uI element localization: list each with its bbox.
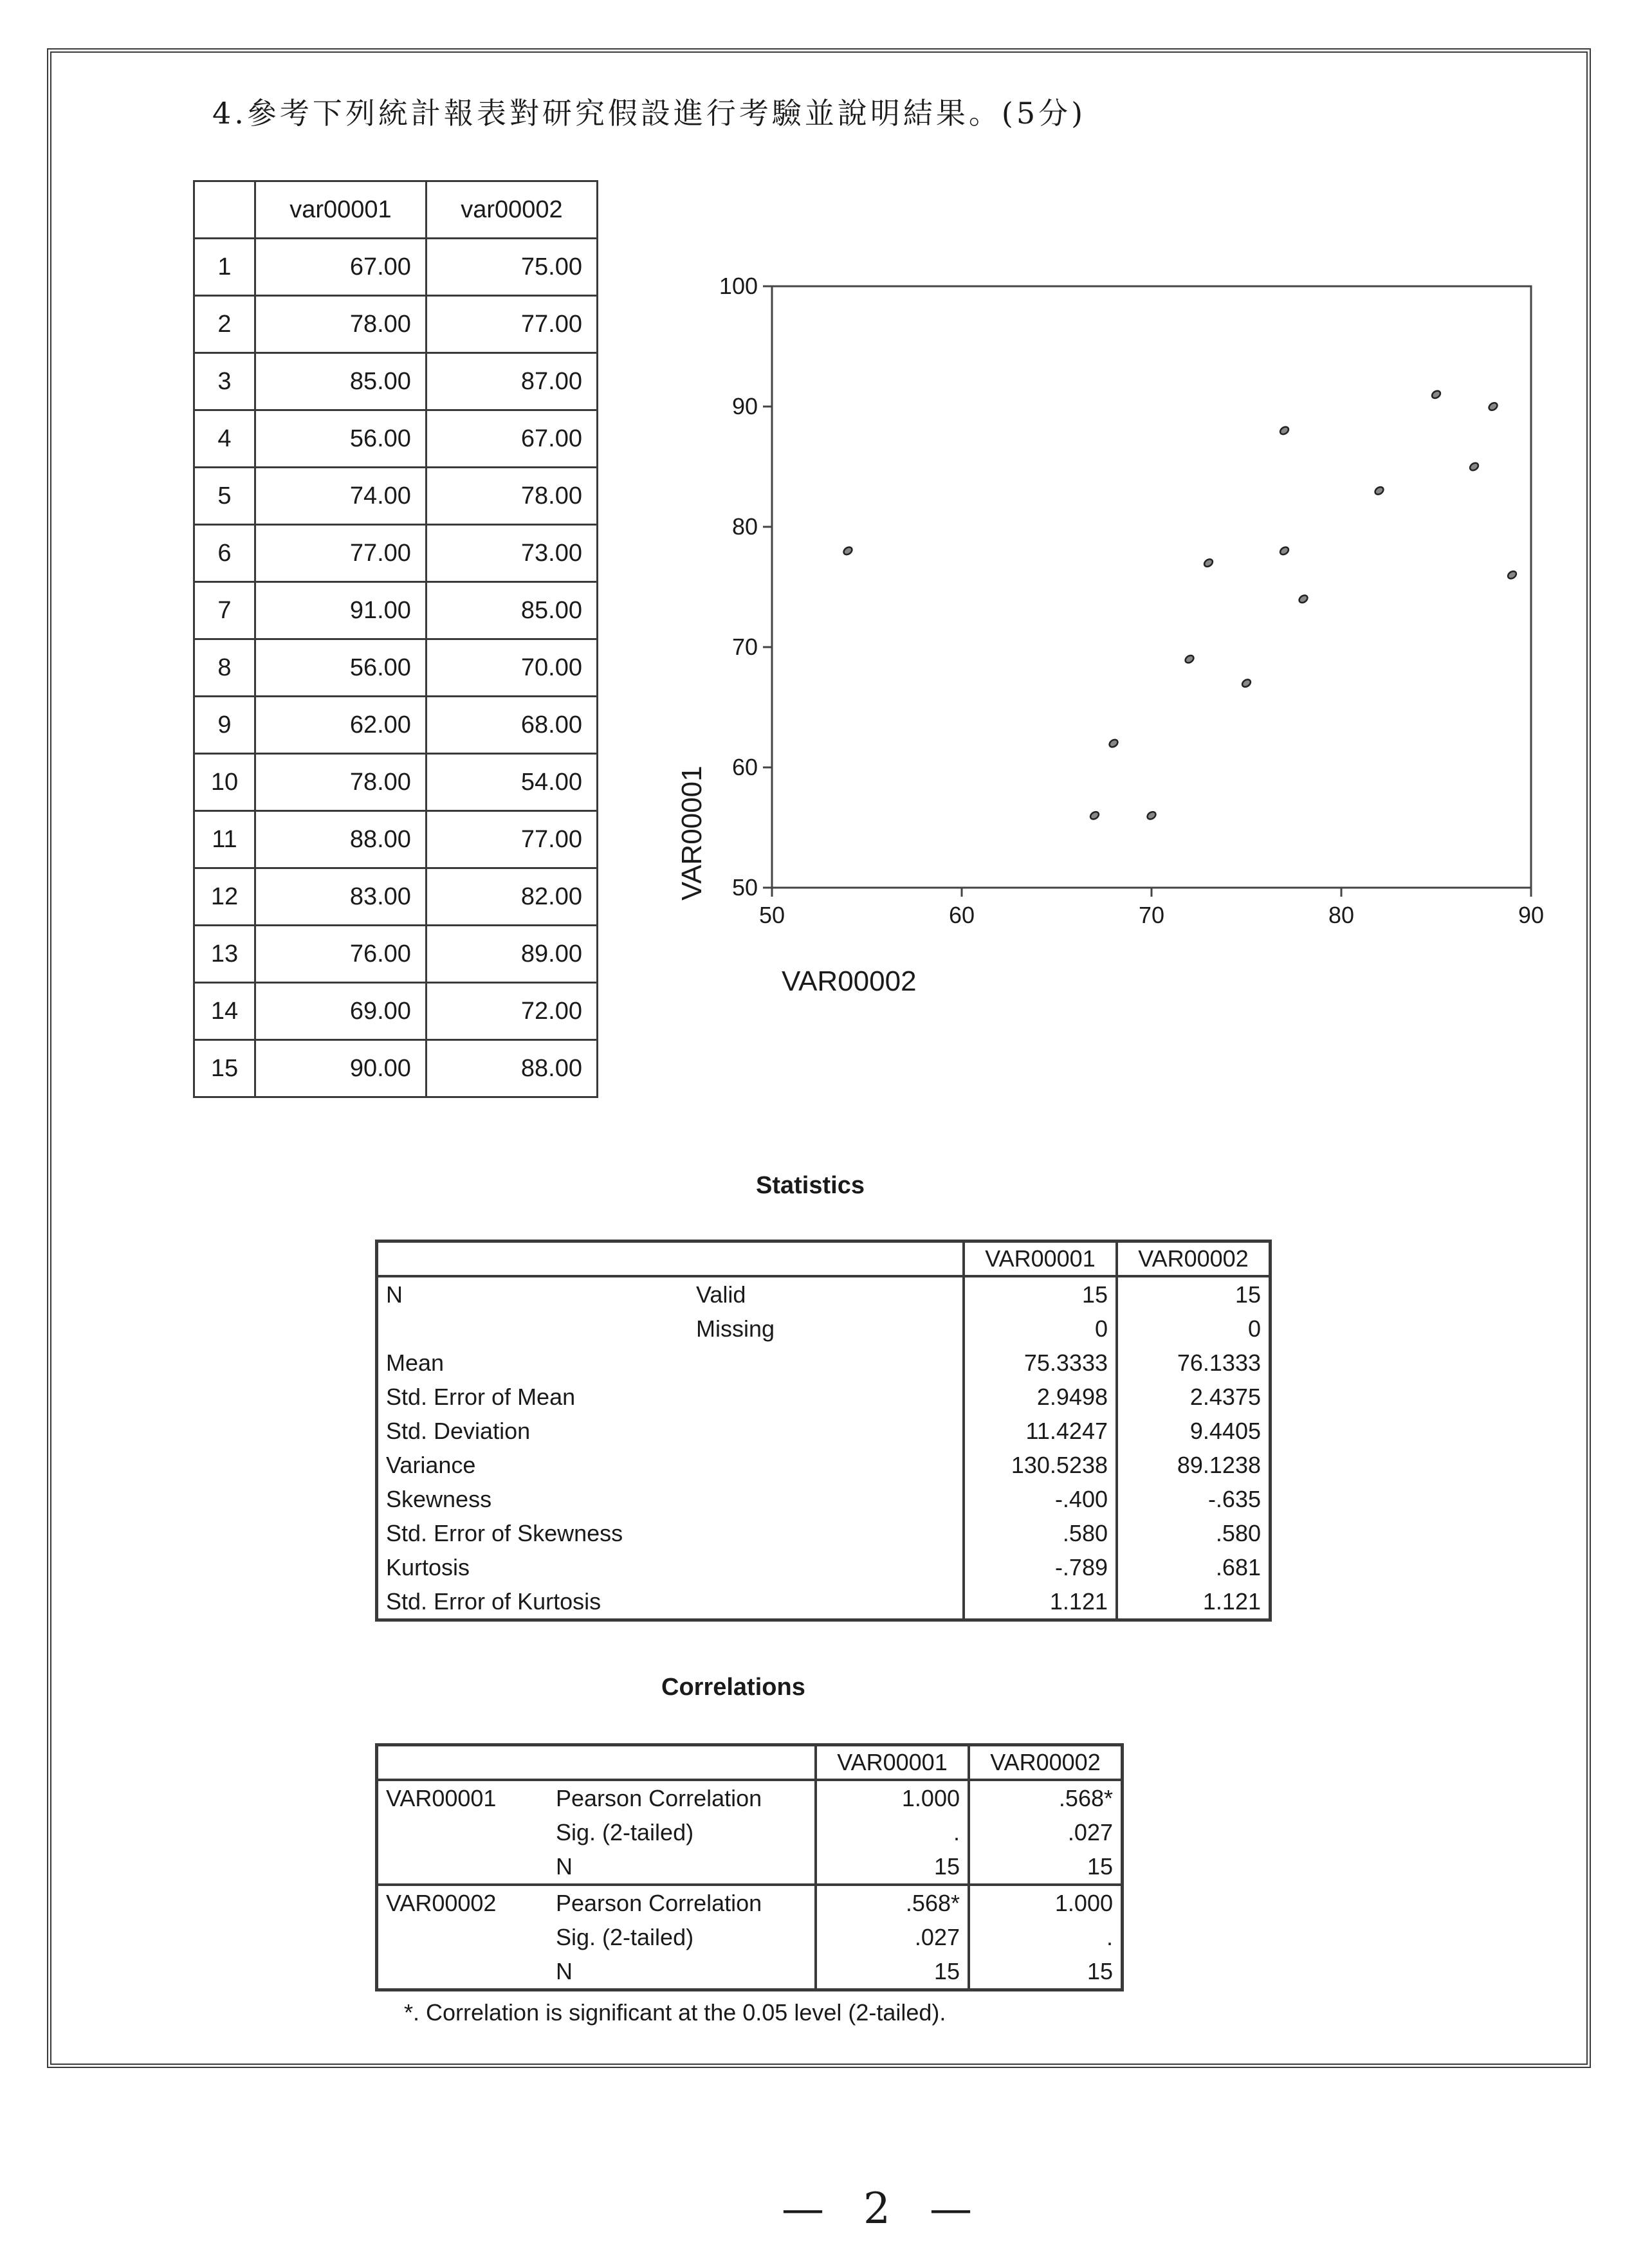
correlations-row-variable [377, 1849, 549, 1885]
statistics-row-sublabel: Missing [696, 1315, 775, 1342]
question-text: 4.參考下列統計報表對研究假設進行考驗並說明結果。(5分) [212, 96, 1087, 131]
raw-header-index [194, 181, 255, 239]
data-point [1487, 401, 1498, 412]
statistics-value-var00001: 0 [964, 1312, 1117, 1346]
y-axis-label: VAR00001 [676, 765, 708, 901]
x-tick-label: 50 [758, 902, 785, 928]
statistics-row [377, 1276, 1271, 1312]
x-tick-label: 60 [948, 902, 975, 928]
statistics-title: Statistics [756, 1172, 865, 1199]
statistics-value-var00002: 89.1238 [1117, 1448, 1271, 1482]
statistics-value-var00001: 130.5238 [964, 1448, 1117, 1482]
raw-data-table [193, 180, 598, 1098]
correlations-value-var00002: .027 [969, 1815, 1123, 1849]
statistics-value-var00002: 2.4375 [1117, 1380, 1271, 1414]
correlations-row-statistic: N [556, 1957, 573, 1984]
correlations-row-statistic: N [548, 1849, 816, 1885]
statistics-row [377, 1516, 1271, 1550]
correlations-row-variable [377, 1920, 549, 1954]
raw-cell-var00001: 69.00 [255, 983, 426, 1040]
raw-cell-var00001: 78.00 [255, 296, 426, 353]
correlations-row-statistic: Pearson Correlation [556, 1784, 762, 1811]
raw-cell-var00002: 77.00 [426, 296, 597, 353]
statistics-row-label: Kurtosis [386, 1553, 470, 1580]
raw-cell-index: 1 [194, 239, 255, 296]
correlations-row [377, 1780, 1123, 1815]
raw-cell-index: 7 [194, 582, 255, 639]
data-point [1089, 810, 1100, 821]
statistics-row [377, 1584, 1271, 1620]
raw-cell-var00001: 88.00 [255, 811, 426, 868]
correlations-row [377, 1885, 1123, 1920]
y-tick-label: 70 [731, 634, 758, 660]
raw-cell-var00002: 70.00 [426, 639, 597, 697]
y-tick-label: 50 [731, 874, 758, 901]
statistics-row [377, 1346, 1271, 1380]
data-point [1241, 678, 1252, 688]
raw-table-row [194, 868, 598, 926]
data-point [1431, 389, 1442, 399]
raw-cell-var00002: 77.00 [426, 811, 597, 868]
statistics-row-label: Mean [386, 1349, 445, 1376]
correlations-col-var00001: VAR00001 [816, 1745, 969, 1781]
statistics-value-var00001: 2.9498 [964, 1380, 1117, 1414]
statistics-value-var00002: 1.121 [1117, 1584, 1271, 1620]
raw-cell-var00001: 62.00 [255, 697, 426, 754]
statistics-value-var00002: 15 [1117, 1276, 1271, 1312]
correlations-row-statistic: Sig. (2-tailed) [556, 1818, 694, 1845]
raw-table-row [194, 525, 598, 582]
raw-header-var00002: var00002 [426, 181, 597, 239]
correlations-value-var00001: .568* [816, 1885, 969, 1920]
correlations-value-var00001: 15 [816, 1849, 969, 1885]
raw-cell-var00002: 67.00 [426, 410, 597, 468]
raw-table-row [194, 926, 598, 983]
correlations-row-variable: VAR00001 [386, 1784, 497, 1811]
raw-cell-index: 13 [194, 926, 255, 983]
statistics-value-var00002: -.635 [1117, 1482, 1271, 1516]
x-axis-label: VAR00002 [782, 966, 917, 997]
raw-table-row [194, 1040, 598, 1097]
raw-cell-index: 12 [194, 868, 255, 926]
raw-cell-var00002: 87.00 [426, 353, 597, 410]
data-point [1146, 810, 1157, 821]
correlations-col-var00002: VAR00002 [969, 1745, 1123, 1781]
raw-cell-var00001: 56.00 [255, 410, 426, 468]
y-tick-label: 80 [731, 513, 758, 540]
data-point [1373, 486, 1384, 496]
correlations-table [375, 1743, 1124, 1991]
correlations-value-var00002: 15 [969, 1849, 1123, 1885]
raw-cell-var00001: 91.00 [255, 582, 426, 639]
raw-cell-var00002: 54.00 [426, 754, 597, 811]
raw-cell-index: 8 [194, 639, 255, 697]
raw-table-row [194, 582, 598, 639]
raw-cell-var00001: 74.00 [255, 468, 426, 525]
statistics-row [377, 1482, 1271, 1516]
statistics-row-label: Variance [386, 1451, 476, 1478]
statistics-row [377, 1312, 1271, 1346]
raw-cell-index: 5 [194, 468, 255, 525]
raw-table-row [194, 639, 598, 697]
raw-table-row [194, 410, 598, 468]
statistics-header [377, 1241, 1271, 1277]
correlations-row [377, 1815, 1123, 1849]
statistics-row-sublabel [696, 1448, 964, 1482]
raw-cell-index: 14 [194, 983, 255, 1040]
statistics-value-var00001: 1.121 [964, 1584, 1117, 1620]
raw-cell-var00002: 89.00 [426, 926, 597, 983]
statistics-row [377, 1414, 1271, 1448]
correlations-row-statistic: Pearson Correlation [556, 1889, 762, 1916]
statistics-row-sublabel [696, 1482, 964, 1516]
statistics-row [377, 1550, 1271, 1584]
statistics-row-sublabel [696, 1584, 964, 1620]
statistics-value-var00002: .580 [1117, 1516, 1271, 1550]
raw-table-row [194, 811, 598, 868]
raw-cell-var00002: 85.00 [426, 582, 597, 639]
statistics-row-sublabel [696, 1346, 964, 1380]
statistics-row-sublabel [696, 1414, 964, 1448]
x-tick-label: 70 [1138, 902, 1165, 928]
y-tick-label: 100 [719, 273, 758, 299]
statistics-row-label: N [386, 1281, 403, 1308]
y-tick-label: 90 [731, 393, 758, 419]
statistics-value-var00001: -.400 [964, 1482, 1117, 1516]
raw-cell-var00001: 85.00 [255, 353, 426, 410]
statistics-value-var00001: 75.3333 [964, 1346, 1117, 1380]
correlations-row [377, 1954, 1123, 1990]
data-point [1507, 570, 1518, 580]
raw-cell-index: 10 [194, 754, 255, 811]
statistics-col-var00001: VAR00001 [964, 1241, 1117, 1277]
data-point [1279, 545, 1290, 556]
raw-cell-index: 2 [194, 296, 255, 353]
data-point [1203, 558, 1214, 568]
statistics-row-label: Std. Error of Kurtosis [386, 1588, 601, 1615]
raw-cell-index: 4 [194, 410, 255, 468]
correlations-value-var00001: 15 [816, 1954, 969, 1990]
raw-cell-var00002: 88.00 [426, 1040, 597, 1097]
raw-cell-index: 6 [194, 525, 255, 582]
correlations-value-var00001: . [816, 1815, 969, 1849]
y-tick-label: 60 [731, 754, 758, 780]
statistics-value-var00002: 76.1333 [1117, 1346, 1271, 1380]
data-point [1469, 461, 1480, 471]
correlations-row [377, 1849, 1123, 1885]
statistics-row-sublabel [696, 1380, 964, 1414]
statistics-row-label: Std. Error of Mean [386, 1383, 576, 1410]
statistics-col-var00002: VAR00002 [1117, 1241, 1271, 1277]
correlations-row [377, 1920, 1123, 1954]
raw-cell-index: 15 [194, 1040, 255, 1097]
statistics-value-var00002: 0 [1117, 1312, 1271, 1346]
raw-cell-var00002: 82.00 [426, 868, 597, 926]
raw-header-var00001: var00001 [255, 181, 426, 239]
raw-table-row [194, 239, 598, 296]
raw-cell-var00002: 73.00 [426, 525, 597, 582]
raw-cell-var00001: 77.00 [255, 525, 426, 582]
raw-cell-var00002: 75.00 [426, 239, 597, 296]
raw-cell-var00001: 67.00 [255, 239, 426, 296]
statistics-value-var00002: .681 [1117, 1550, 1271, 1584]
statistics-row-label: Std. Deviation [386, 1417, 531, 1444]
raw-table-row [194, 697, 598, 754]
correlations-value-var00002: 1.000 [969, 1885, 1123, 1920]
raw-cell-var00001: 83.00 [255, 868, 426, 926]
statistics-value-var00001: 15 [964, 1276, 1117, 1312]
correlations-value-var00001: 1.000 [816, 1780, 969, 1815]
statistics-value-var00002: 9.4405 [1117, 1414, 1271, 1448]
correlations-value-var00001: .027 [816, 1920, 969, 1954]
raw-table-row [194, 296, 598, 353]
correlations-footnote: *. Correlation is significant at the 0.05 level (2-tailed). [404, 1999, 946, 2026]
scatter-plot [656, 257, 1576, 1016]
raw-table-row [194, 983, 598, 1040]
statistics-table [375, 1240, 1272, 1622]
statistics-value-var00001: .580 [964, 1516, 1117, 1550]
correlations-title: Correlations [661, 1674, 805, 1701]
data-point [1184, 654, 1195, 664]
statistics-row-sublabel [696, 1550, 964, 1584]
raw-cell-index: 3 [194, 353, 255, 410]
raw-cell-index: 11 [194, 811, 255, 868]
statistics-row-sublabel [696, 1516, 964, 1550]
correlations-value-var00002: . [969, 1920, 1123, 1954]
correlations-row-statistic: Sig. (2-tailed) [556, 1923, 694, 1950]
correlations-header [377, 1745, 1123, 1781]
raw-cell-var00002: 78.00 [426, 468, 597, 525]
data-point [1279, 425, 1290, 435]
data-point [1298, 594, 1308, 604]
correlations-row-variable [377, 1815, 549, 1849]
raw-cell-var00002: 72.00 [426, 983, 597, 1040]
raw-cell-index: 9 [194, 697, 255, 754]
statistics-row [377, 1448, 1271, 1482]
x-tick-label: 90 [1518, 902, 1545, 928]
x-tick-label: 80 [1328, 902, 1355, 928]
raw-table-row [194, 353, 598, 410]
raw-cell-var00001: 76.00 [255, 926, 426, 983]
correlations-value-var00002: 15 [969, 1954, 1123, 1990]
raw-cell-var00002: 68.00 [426, 697, 597, 754]
raw-cell-var00001: 78.00 [255, 754, 426, 811]
correlations-row-variable: VAR00002 [386, 1889, 497, 1916]
raw-table-header [194, 181, 598, 239]
raw-table-row [194, 468, 598, 525]
data-point [842, 545, 853, 556]
correlations-row-variable [377, 1954, 549, 1990]
raw-cell-var00001: 90.00 [255, 1040, 426, 1097]
plot-area-frame [772, 286, 1531, 888]
correlations-value-var00002: .568* [969, 1780, 1123, 1815]
statistics-row-label [377, 1312, 697, 1346]
raw-table-row [194, 754, 598, 811]
statistics-row-sublabel: Valid [696, 1281, 746, 1308]
raw-cell-var00001: 56.00 [255, 639, 426, 697]
statistics-row [377, 1380, 1271, 1414]
page-number: — 2 — [782, 2184, 985, 2233]
statistics-value-var00001: -.789 [964, 1550, 1117, 1584]
statistics-row-label: Std. Error of Skewness [386, 1519, 623, 1546]
data-point [1108, 738, 1119, 748]
statistics-row-label: Skewness [386, 1485, 492, 1512]
statistics-value-var00001: 11.4247 [964, 1414, 1117, 1448]
